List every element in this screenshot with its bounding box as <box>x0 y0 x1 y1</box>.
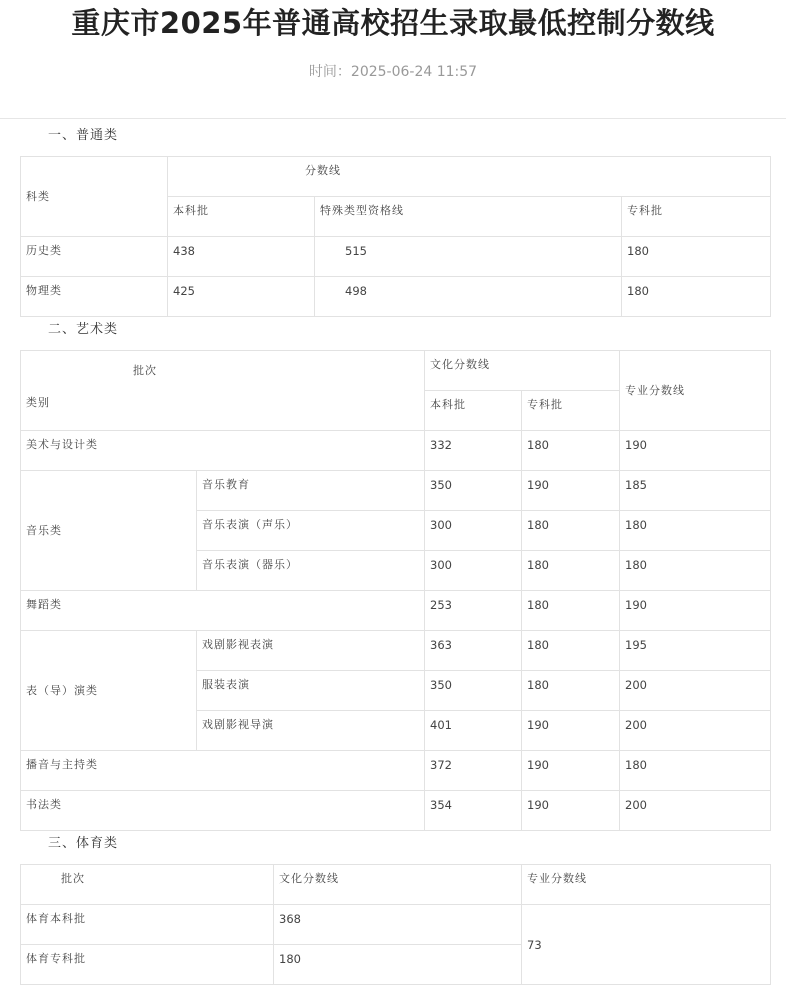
cell-subcategory: 戏剧影视表演 <box>197 631 425 671</box>
professional-score-header: 专业分数线 <box>522 865 771 905</box>
cell-vocational: 180 <box>522 511 620 551</box>
cell-vocational: 180 <box>622 277 771 317</box>
cell-professional: 73 <box>522 905 771 985</box>
cell-professional: 200 <box>620 711 771 751</box>
col-undergrad-header: 本科批 <box>168 197 315 237</box>
table-row <box>21 631 771 671</box>
cell-culture: 368 <box>274 905 522 945</box>
cell-subcategory: 音乐教育 <box>197 471 425 511</box>
general-score-table <box>20 156 771 317</box>
cell-vocational: 190 <box>522 711 620 751</box>
table-row <box>21 431 771 471</box>
cell-subject: 物理类 <box>21 277 168 317</box>
batch-header-label: 批次 <box>133 364 157 377</box>
cell-vocational: 190 <box>522 791 620 831</box>
cell-batch: 体育专科批 <box>21 945 274 985</box>
cell-professional: 195 <box>620 631 771 671</box>
cell-professional: 185 <box>620 471 771 511</box>
col-subject-header: 科类 <box>21 157 168 237</box>
cell-category: 舞蹈类 <box>21 591 425 631</box>
arts-score-table <box>20 350 771 831</box>
table-row <box>21 905 771 945</box>
professional-score-header: 专业分数线 <box>620 351 771 431</box>
culture-score-header: 文化分数线 <box>425 351 620 391</box>
cell-vocational: 180 <box>622 237 771 277</box>
batch-category-header <box>21 351 425 431</box>
section-title-arts: 二、艺术类 <box>48 322 119 337</box>
header-divider <box>0 118 786 119</box>
cell-professional: 200 <box>620 671 771 711</box>
publish-time: 时间：2025-06-24 11:57 <box>308 64 478 80</box>
cell-vocational: 180 <box>522 631 620 671</box>
cell-vocational: 190 <box>522 751 620 791</box>
cell-undergrad: 300 <box>425 511 522 551</box>
cell-undergrad: 401 <box>425 711 522 751</box>
table-row <box>21 865 771 905</box>
col-score-line-header: 分数线 <box>168 157 771 197</box>
cell-vocational: 180 <box>522 431 620 471</box>
cell-subcategory: 音乐表演（器乐） <box>197 551 425 591</box>
cell-category: 书法类 <box>21 791 425 831</box>
cell-undergrad: 372 <box>425 751 522 791</box>
cell-vocational: 180 <box>522 671 620 711</box>
table-row <box>21 791 771 831</box>
cell-professional: 200 <box>620 791 771 831</box>
cell-category: 表（导）演类 <box>21 631 197 751</box>
category-header-label: 类别 <box>26 396 50 409</box>
cell-undergrad: 350 <box>425 671 522 711</box>
cell-professional: 180 <box>620 511 771 551</box>
sports-score-table <box>20 864 771 985</box>
cell-subcategory: 音乐表演（声乐） <box>197 511 425 551</box>
cell-subcategory: 戏剧影视导演 <box>197 711 425 751</box>
vocational-header: 专科批 <box>522 391 620 431</box>
table-row <box>21 277 771 317</box>
section-title-general: 一、普通类 <box>48 128 119 143</box>
cell-undergrad: 253 <box>425 591 522 631</box>
cell-special: 498 <box>315 277 622 317</box>
cell-undergrad: 332 <box>425 431 522 471</box>
cell-vocational: 190 <box>522 471 620 511</box>
cell-vocational: 180 <box>522 591 620 631</box>
cell-category: 音乐类 <box>21 471 197 591</box>
culture-score-header: 文化分数线 <box>274 865 522 905</box>
table-row <box>21 471 771 511</box>
cell-subject: 历史类 <box>21 237 168 277</box>
cell-professional: 190 <box>620 431 771 471</box>
cell-category: 美术与设计类 <box>21 431 425 471</box>
table-row <box>21 237 771 277</box>
cell-culture: 180 <box>274 945 522 985</box>
col-vocational-header: 专科批 <box>622 197 771 237</box>
table-row <box>21 351 771 391</box>
cell-undergrad: 300 <box>425 551 522 591</box>
cell-undergrad: 354 <box>425 791 522 831</box>
table-row <box>21 751 771 791</box>
cell-professional: 190 <box>620 591 771 631</box>
col-special-header: 特殊类型资格线 <box>315 197 622 237</box>
undergrad-header: 本科批 <box>425 391 522 431</box>
cell-category: 播音与主持类 <box>21 751 425 791</box>
page-title: 重庆市2025年普通高校招生录取最低控制分数线 <box>71 6 715 40</box>
cell-vocational: 180 <box>522 551 620 591</box>
cell-undergrad: 425 <box>168 277 315 317</box>
section-title-sports: 三、体育类 <box>48 836 119 851</box>
batch-header: 批次 <box>21 865 274 905</box>
table-row <box>21 591 771 631</box>
cell-special: 515 <box>315 237 622 277</box>
cell-professional: 180 <box>620 751 771 791</box>
cell-undergrad: 363 <box>425 631 522 671</box>
cell-professional: 180 <box>620 551 771 591</box>
table-row <box>21 157 771 197</box>
cell-batch: 体育本科批 <box>21 905 274 945</box>
cell-subcategory: 服装表演 <box>197 671 425 711</box>
cell-undergrad: 438 <box>168 237 315 277</box>
cell-undergrad: 350 <box>425 471 522 511</box>
